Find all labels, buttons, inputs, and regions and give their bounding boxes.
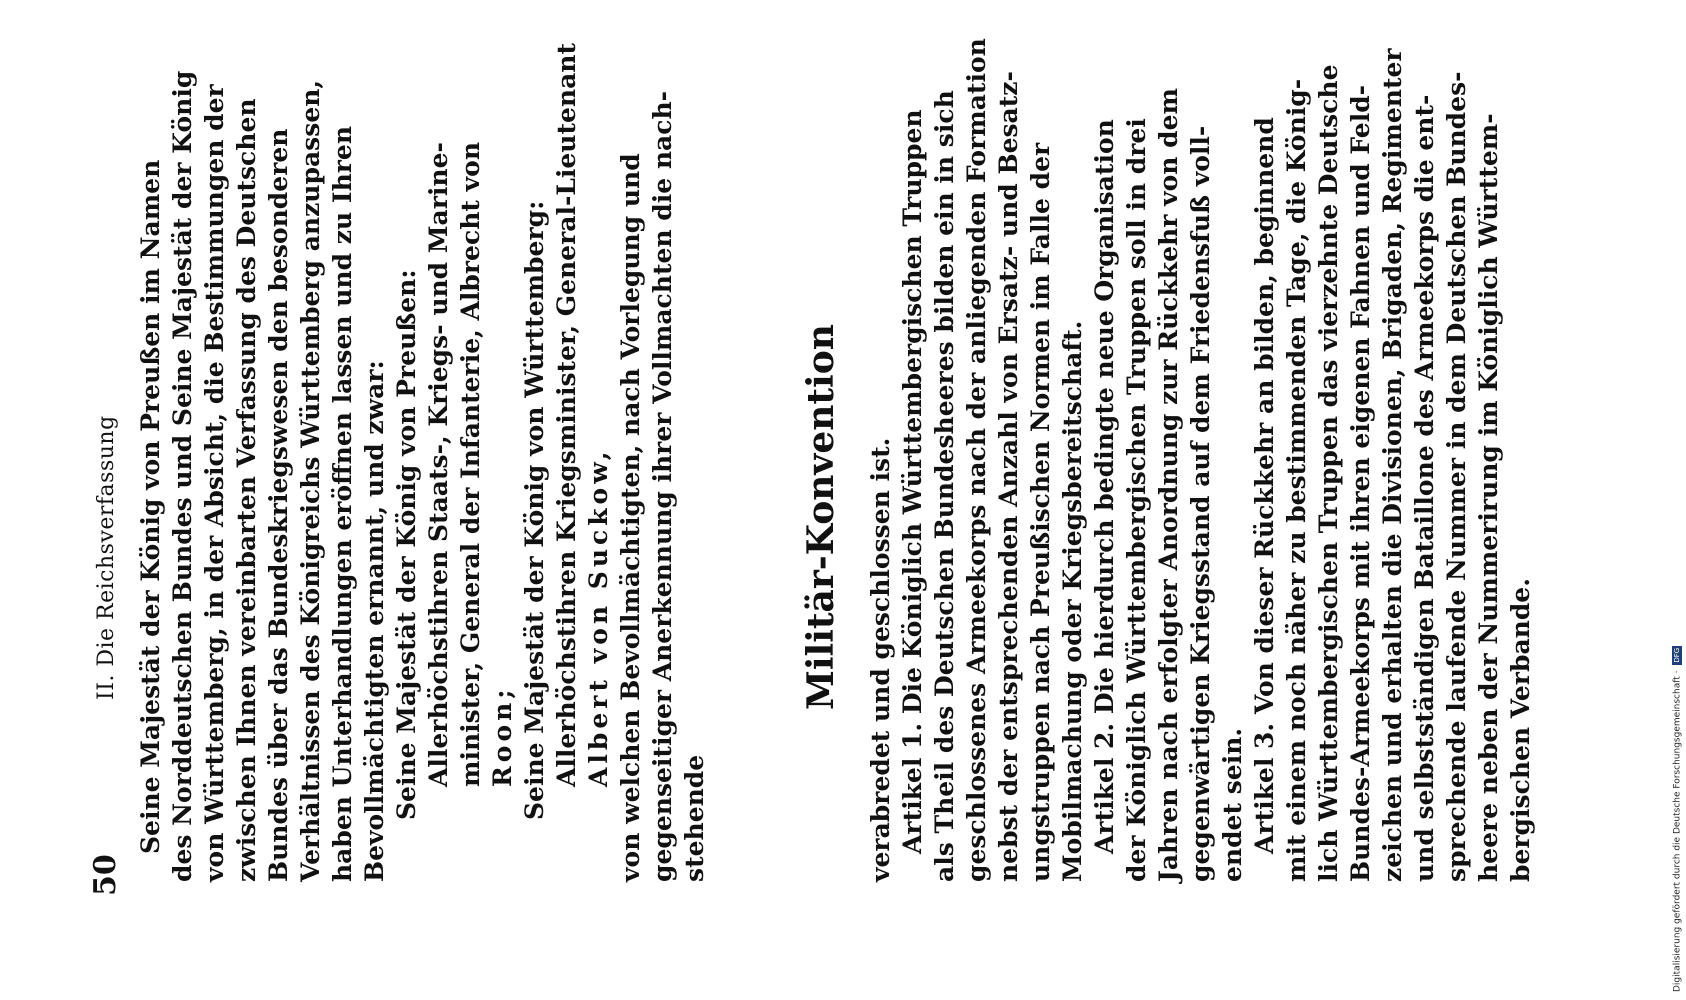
wuerttemberg-title: Seine Majestät der König von Württemberg: [520,200,549,820]
article2-line: Artikel 2. Die hierdurch bedingte neue Organisation [1090,119,1119,854]
article1-line: geschlossenes Armeekorps nach der anliegenden Formation [962,38,991,882]
preamble-line: des Norddeutschen Bundes und Seine Majestät der König [168,70,197,882]
article3-line: mit einem noch näher zu bestimmenden Tage, die König- [1282,78,1311,882]
article1-line: nebst der entsprechenden Anzahl von Ersatz- und Besatz- [994,71,1023,882]
page-number: 50 [88,854,123,896]
article1-line: Mobilmachung oder Kriegsbereitschaft. [1058,320,1087,882]
preamble-line: Seine Majestät der König von Preußen im Namen [136,159,165,854]
article3-line: zeichen und erhalten die Divisionen, Brigaden, Regimenter [1378,48,1407,882]
closing-line: von welchen Bevollmächtigten, nach Vorlegung und [616,153,645,882]
article2-line: Jahren nach erfolgter Anordnung zur Rückkehr von dem [1154,87,1183,882]
article3-line: Bundes-Armeekorps mit ihren eigenen Fahnen und Feld- [1346,84,1375,882]
article3-line: heere neben der Nummerirung im Königlich Württem- [1474,113,1503,882]
preamble-line: Verhältnissen des Königreichs Württemberg anzupassen, [296,79,325,882]
article3-line: Artikel 3. Von dieser Rückkehr an bilden, beginnend [1250,117,1279,854]
convention-body [865,38,1537,882]
preamble-line: von Württemberg, in der Absicht, die Bestimmungen der [200,84,229,882]
article3-line: bergischen Verbande. [1506,578,1535,882]
article3-line: lich Württembergischen Truppen das vierzehnte Deutsche [1314,64,1343,882]
article1-line: ungstruppen nach Preußischen Normen im Falle der [1026,142,1055,882]
preamble-line: Bundes über das Bundeskriegswesen den besonderen [264,128,293,882]
article2-line: der Königlich Württembergischen Truppen soll in drei [1122,118,1151,882]
article2-line: gegenwärtigen Kriegsstand auf dem Friedensfuß voll- [1186,125,1215,882]
digitization-note: Digitalisierung gefördert durch die Deutsche Forschungsgemeinschaft · [1672,670,1683,992]
prussia-line: Roon; [488,685,517,787]
preamble-line: zwischen Ihnen vereinbarten Verfassung des Deutschen [232,98,261,882]
dfg-logo: DFG [1673,647,1681,663]
prussia-title: Seine Majestät der König von Preußen: [392,269,421,820]
closing-line: gegenseitiger Anerkennung ihrer Vollmachten die nach- [648,90,677,882]
article1-line: als Theil des Deutschen Bundesheeres bilden ein in sich [930,90,959,882]
prussia-line: Allerhöchstihren Staats-, Kriegs- und Marine- [424,142,453,787]
article2-line: endet sein. [1218,727,1247,882]
article3-line: sprechende laufende Nummer in dem Deutschen Bundes- [1442,71,1471,882]
article1-line: Artikel 1. Die Königlich Württembergischen Truppen [898,109,927,854]
preamble-line: Bevollmächtigten ernannt, und zwar: [360,360,389,882]
digitization-footer [1672,646,1683,992]
section-heading: Militär-Konvention [800,324,842,710]
preamble-block [135,43,711,882]
article3-line: und selbstständigen Bataillone des Armeekorps die ent- [1410,94,1439,882]
wuerttemberg-line: Allerhöchstihren Kriegsminister, General-Lieutenant [552,42,581,787]
convention-intro: verabredet und geschlossen ist. [866,437,895,882]
wuerttemberg-line: Albert von Suckow, [584,447,613,787]
prussia-line: minister, General der Infanterie, Albrecht von [456,142,485,787]
preamble-line: haben Unterhandlungen eröffnen lassen und zu Ihren [328,126,357,882]
closing-line: stehende [680,754,709,882]
running-title: II. Die Reichsverfassung [94,415,119,700]
